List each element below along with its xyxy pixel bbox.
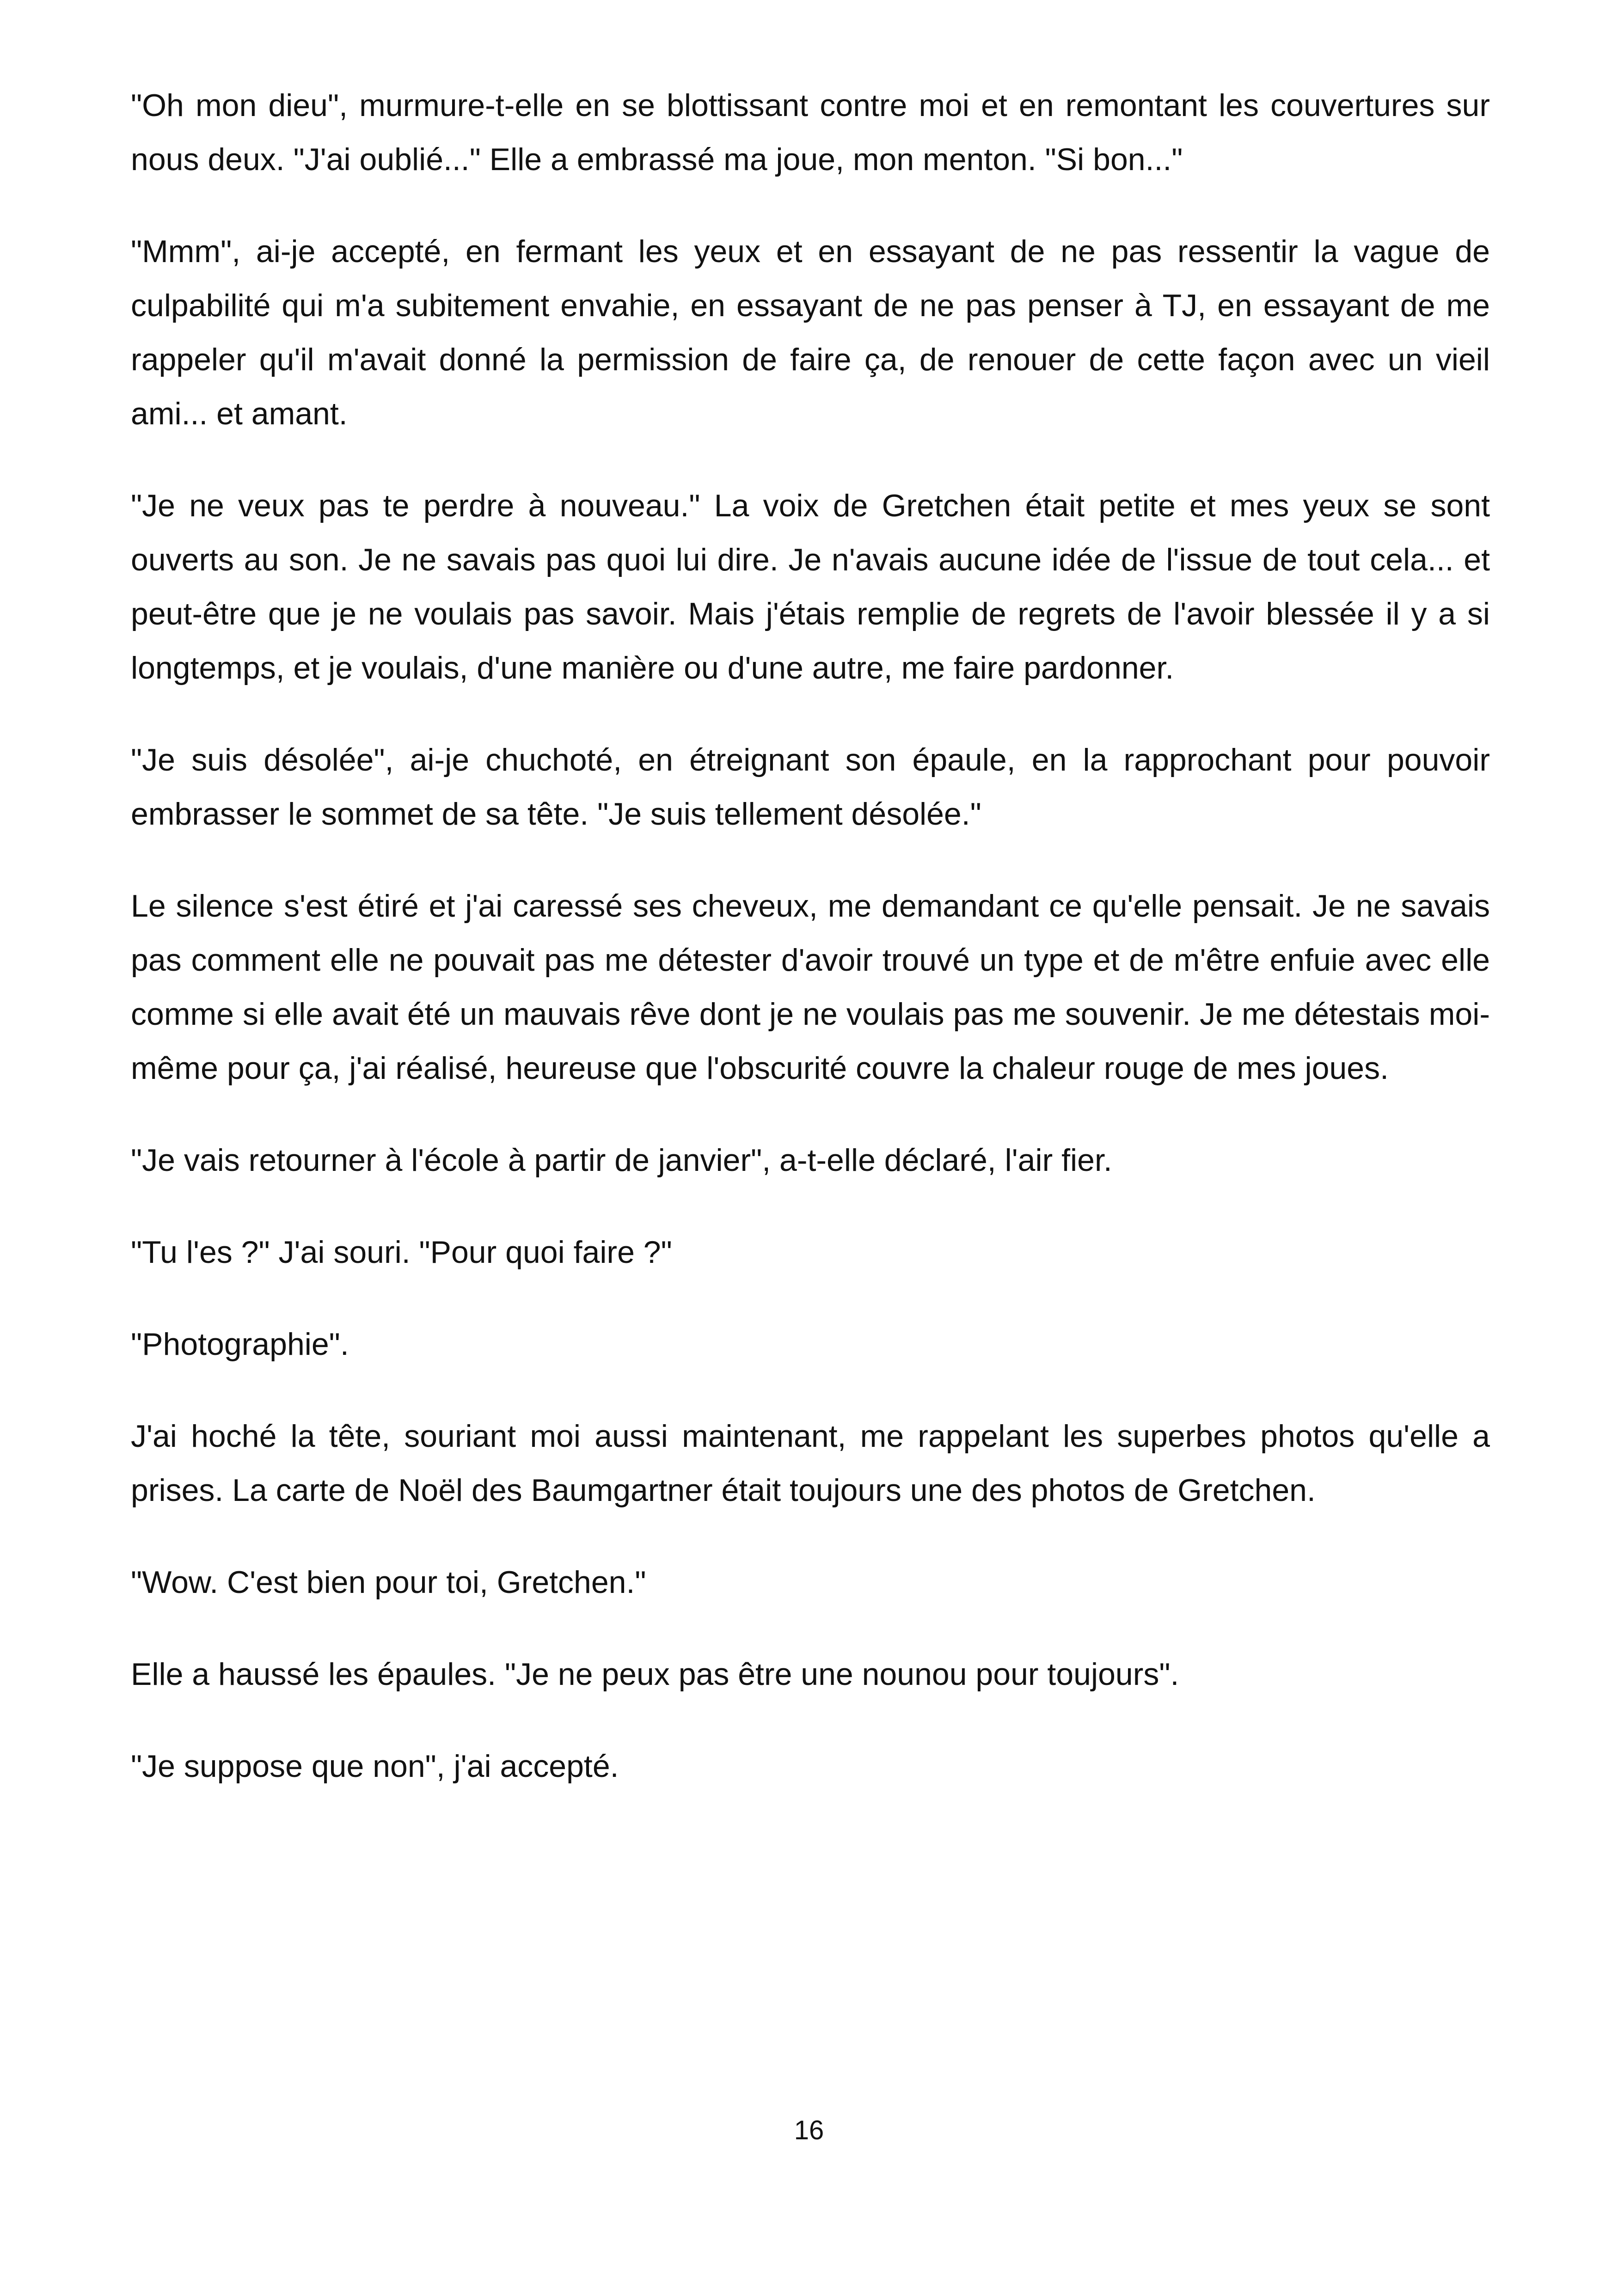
- paragraph-1: "Oh mon dieu", murmure-t-elle en se blottissant contre moi et en remontant les couvertures sur nous deux. "J'ai oublié..." Elle a embrassé ma joue, mon menton. "Si bon...": [131, 88, 1490, 177]
- paragraph-3: "Je ne veux pas te perdre à nouveau." La voix de Gretchen était petite et mes yeux se sont ouverts au son. Je ne savais pas quoi lui dire. Je n'avais aucune idée de l'issue de tout cela... et peut-être que je ne voulais pas savoir. Mais j'étais remplie de regrets de l'avoir blessée il y a si longtemps, et je voulais, d'une manière ou d'une autre, me faire pardonner.: [131, 488, 1490, 686]
- page-number: 16: [794, 2115, 824, 2145]
- paragraph-8: "Photographie".: [131, 1327, 349, 1362]
- paragraph-10: "Wow. C'est bien pour toi, Gretchen.": [131, 1565, 646, 1600]
- paragraph-11: Elle a haussé les épaules. "Je ne peux pas être une nounou pour toujours".: [131, 1657, 1179, 1692]
- paragraph-2: "Mmm", ai-je accepté, en fermant les yeux et en essayant de ne pas ressentir la vague de culpabilité qui m'a subitement envahie, en essayant de ne pas penser à TJ, en essayant de me rappeler qu'il m'avait donné la permission de faire ça, de renouer de cette façon avec un vieil ami... et amant.: [131, 234, 1490, 431]
- paragraph-6: "Je vais retourner à l'école à partir de janvier", a-t-elle déclaré, l'air fier.: [131, 1143, 1112, 1178]
- paragraph-7: "Tu l'es ?" J'ai souri. "Pour quoi faire ?": [131, 1235, 672, 1270]
- document-body: [131, 79, 1490, 1831]
- paragraph-4: "Je suis désolée", ai-je chuchoté, en étreignant son épaule, en la rapprochant pour pouvoir embrasser le sommet de sa tête. "Je suis tellement désolée.": [131, 742, 1490, 832]
- paragraph-12: "Je suppose que non", j'ai accepté.: [131, 1749, 619, 1784]
- paragraph-5: Le silence s'est étiré et j'ai caressé ses cheveux, me demandant ce qu'elle pensait. Je ne savais pas comment elle ne pouvait pas me détester d'avoir trouvé un type et de m'être enfuie avec elle comme si elle avait été un mauvais rêve dont je ne voulais pas me souvenir. Je me détestais moi-même pour ça, j'ai réalisé, heureuse que l'obscurité couvre la chaleur rouge de mes joues.: [131, 888, 1490, 1086]
- paragraph-9: J'ai hoché la tête, souriant moi aussi maintenant, me rappelant les superbes photos qu'elle a prises. La carte de Noël des Baumgartner était toujours une des photos de Gretchen.: [131, 1419, 1490, 1508]
